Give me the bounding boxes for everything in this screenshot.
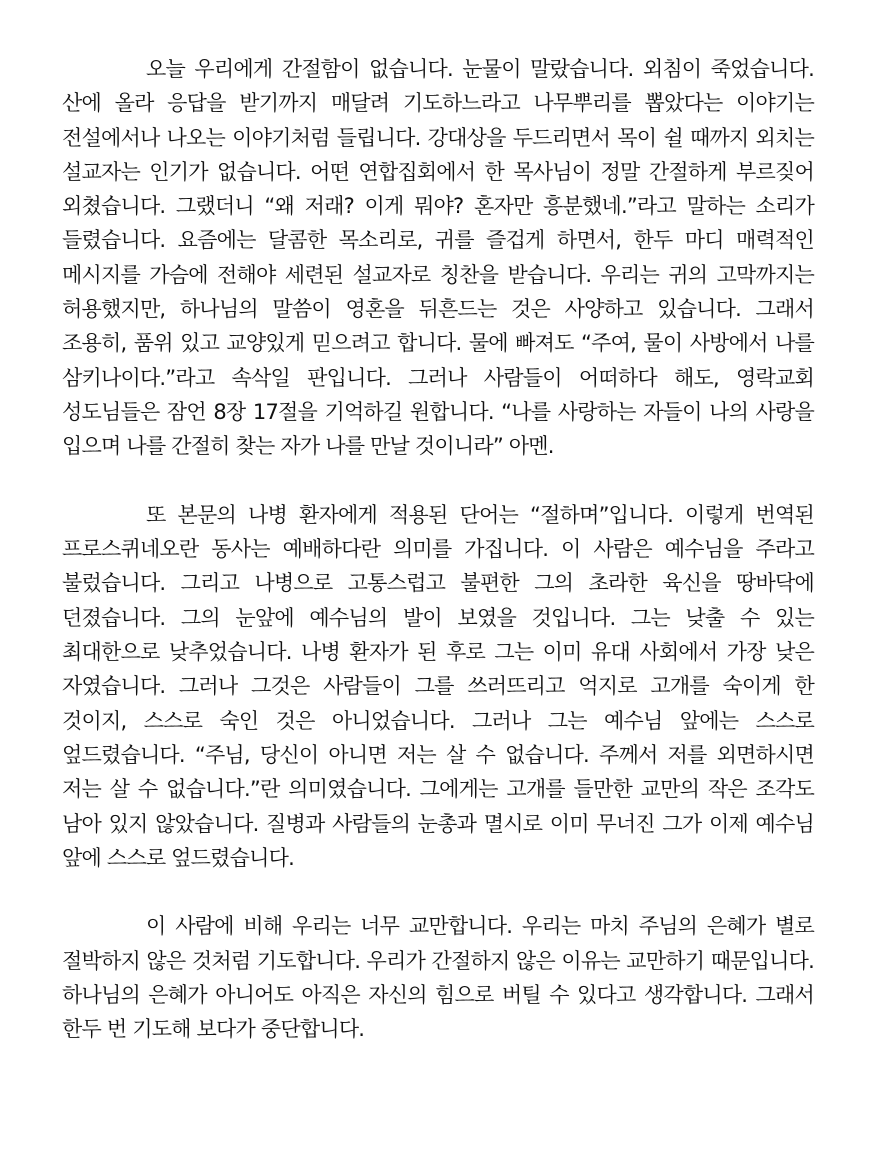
document-page: [62, 52, 814, 1081]
paragraph-3: 이 사람에 비해 우리는 너무 교만합니다. 우리는 마치 주님의 은혜가 별로 절박하지 않은 것처럼 기도합니다. 우리가 간절하지 않은 이유는 교만하기 때문입니다. 하나님의 은혜가 아니어도 아직은 자신의 힘으로 버틸 수 있다고 생각합니다. 그래서 한두 번 기도해 보다가 중단합니다.: [62, 914, 814, 1042]
paragraph-1: 오늘 우리에게 간절함이 없습니다. 눈물이 말랐습니다. 외침이 죽었습니다. 산에 올라 응답을 받기까지 매달려 기도하느라고 나무뿌리를 뽑았다는 이야기는 전설에서나 나오는 이야기처럼 들립니다. 강대상을 두드리면서 목이 쉴 때까지 외치는 설교자는 인기가 없습니다. 어떤 연합집회에서 한 목사님이 정말 간절하게 부르짖어 외쳤습니다. 그랬더니 “왜 저래? 이게 뭐야? 혼자만 흥분했네.”라고 말하는 소리가 들렸습니다. 요즘에는 달콤한 목소리로, 귀를 즐겁게 하면서, 한두 마디 매력적인 메시지를 가슴에 전해야 세련된 설교자로 칭찬을 받습니다. 우리는 귀의 고막까지는 허용했지만, 하나님의 말씀이 영혼을 뒤흔드는 것은 사양하고 있습니다. 그래서 조용히, 품위 있고 교양있게 믿으려고 합니다. 물에 빠져도 “주여, 물이 사방에서 나를 삼키나이다.”라고 속삭일 판입니다. 그러나 사람들이 어떠하다 해도, 영락교회 성도님들은 잠언 8장 17절을 기억하길 원합니다. “나를 사랑하는 자들이 나의 사랑을 입으며 나를 간절히 찾는 자가 나를 만날 것이니라” 아멘.: [62, 57, 814, 459]
paragraph-2: 또 본문의 나병 환자에게 적용된 단어는 “절하며”입니다. 이렇게 번역된 프로스퀴네오란 동사는 예배하다란 의미를 가집니다. 이 사람은 예수님을 주라고 불렀습니다. 그리고 나병으로 고통스럽고 불편한 그의 초라한 육신을 땅바닥에 던졌습니다. 그의 눈앞에 예수님의 발이 보였을 것입니다. 그는 낮출 수 있는 최대한으로 낮추었습니다. 나병 환자가 된 후로 그는 이미 유대 사회에서 가장 낮은 자였습니다. 그러나 그것은 사람들이 그를 쓰러뜨리고 억지로 고개를 숙이게 한 것이지, 스스로 숙인 것은 아니었습니다. 그러나 그는 예수님 앞에는 스스로 엎드렸습니다. “주님, 당신이 아니면 저는 살 수 없습니다. 주께서 저를 외면하시면 저는 살 수 없습니다.”란 의미였습니다. 그에게는 고개를 들만한 교만의 작은 조각도 남아 있지 않았습니다. 질병과 사람들의 눈총과 멸시로 이미 무너진 그가 이제 예수님 앞에 스스로 엎드렸습니다.: [62, 502, 814, 870]
